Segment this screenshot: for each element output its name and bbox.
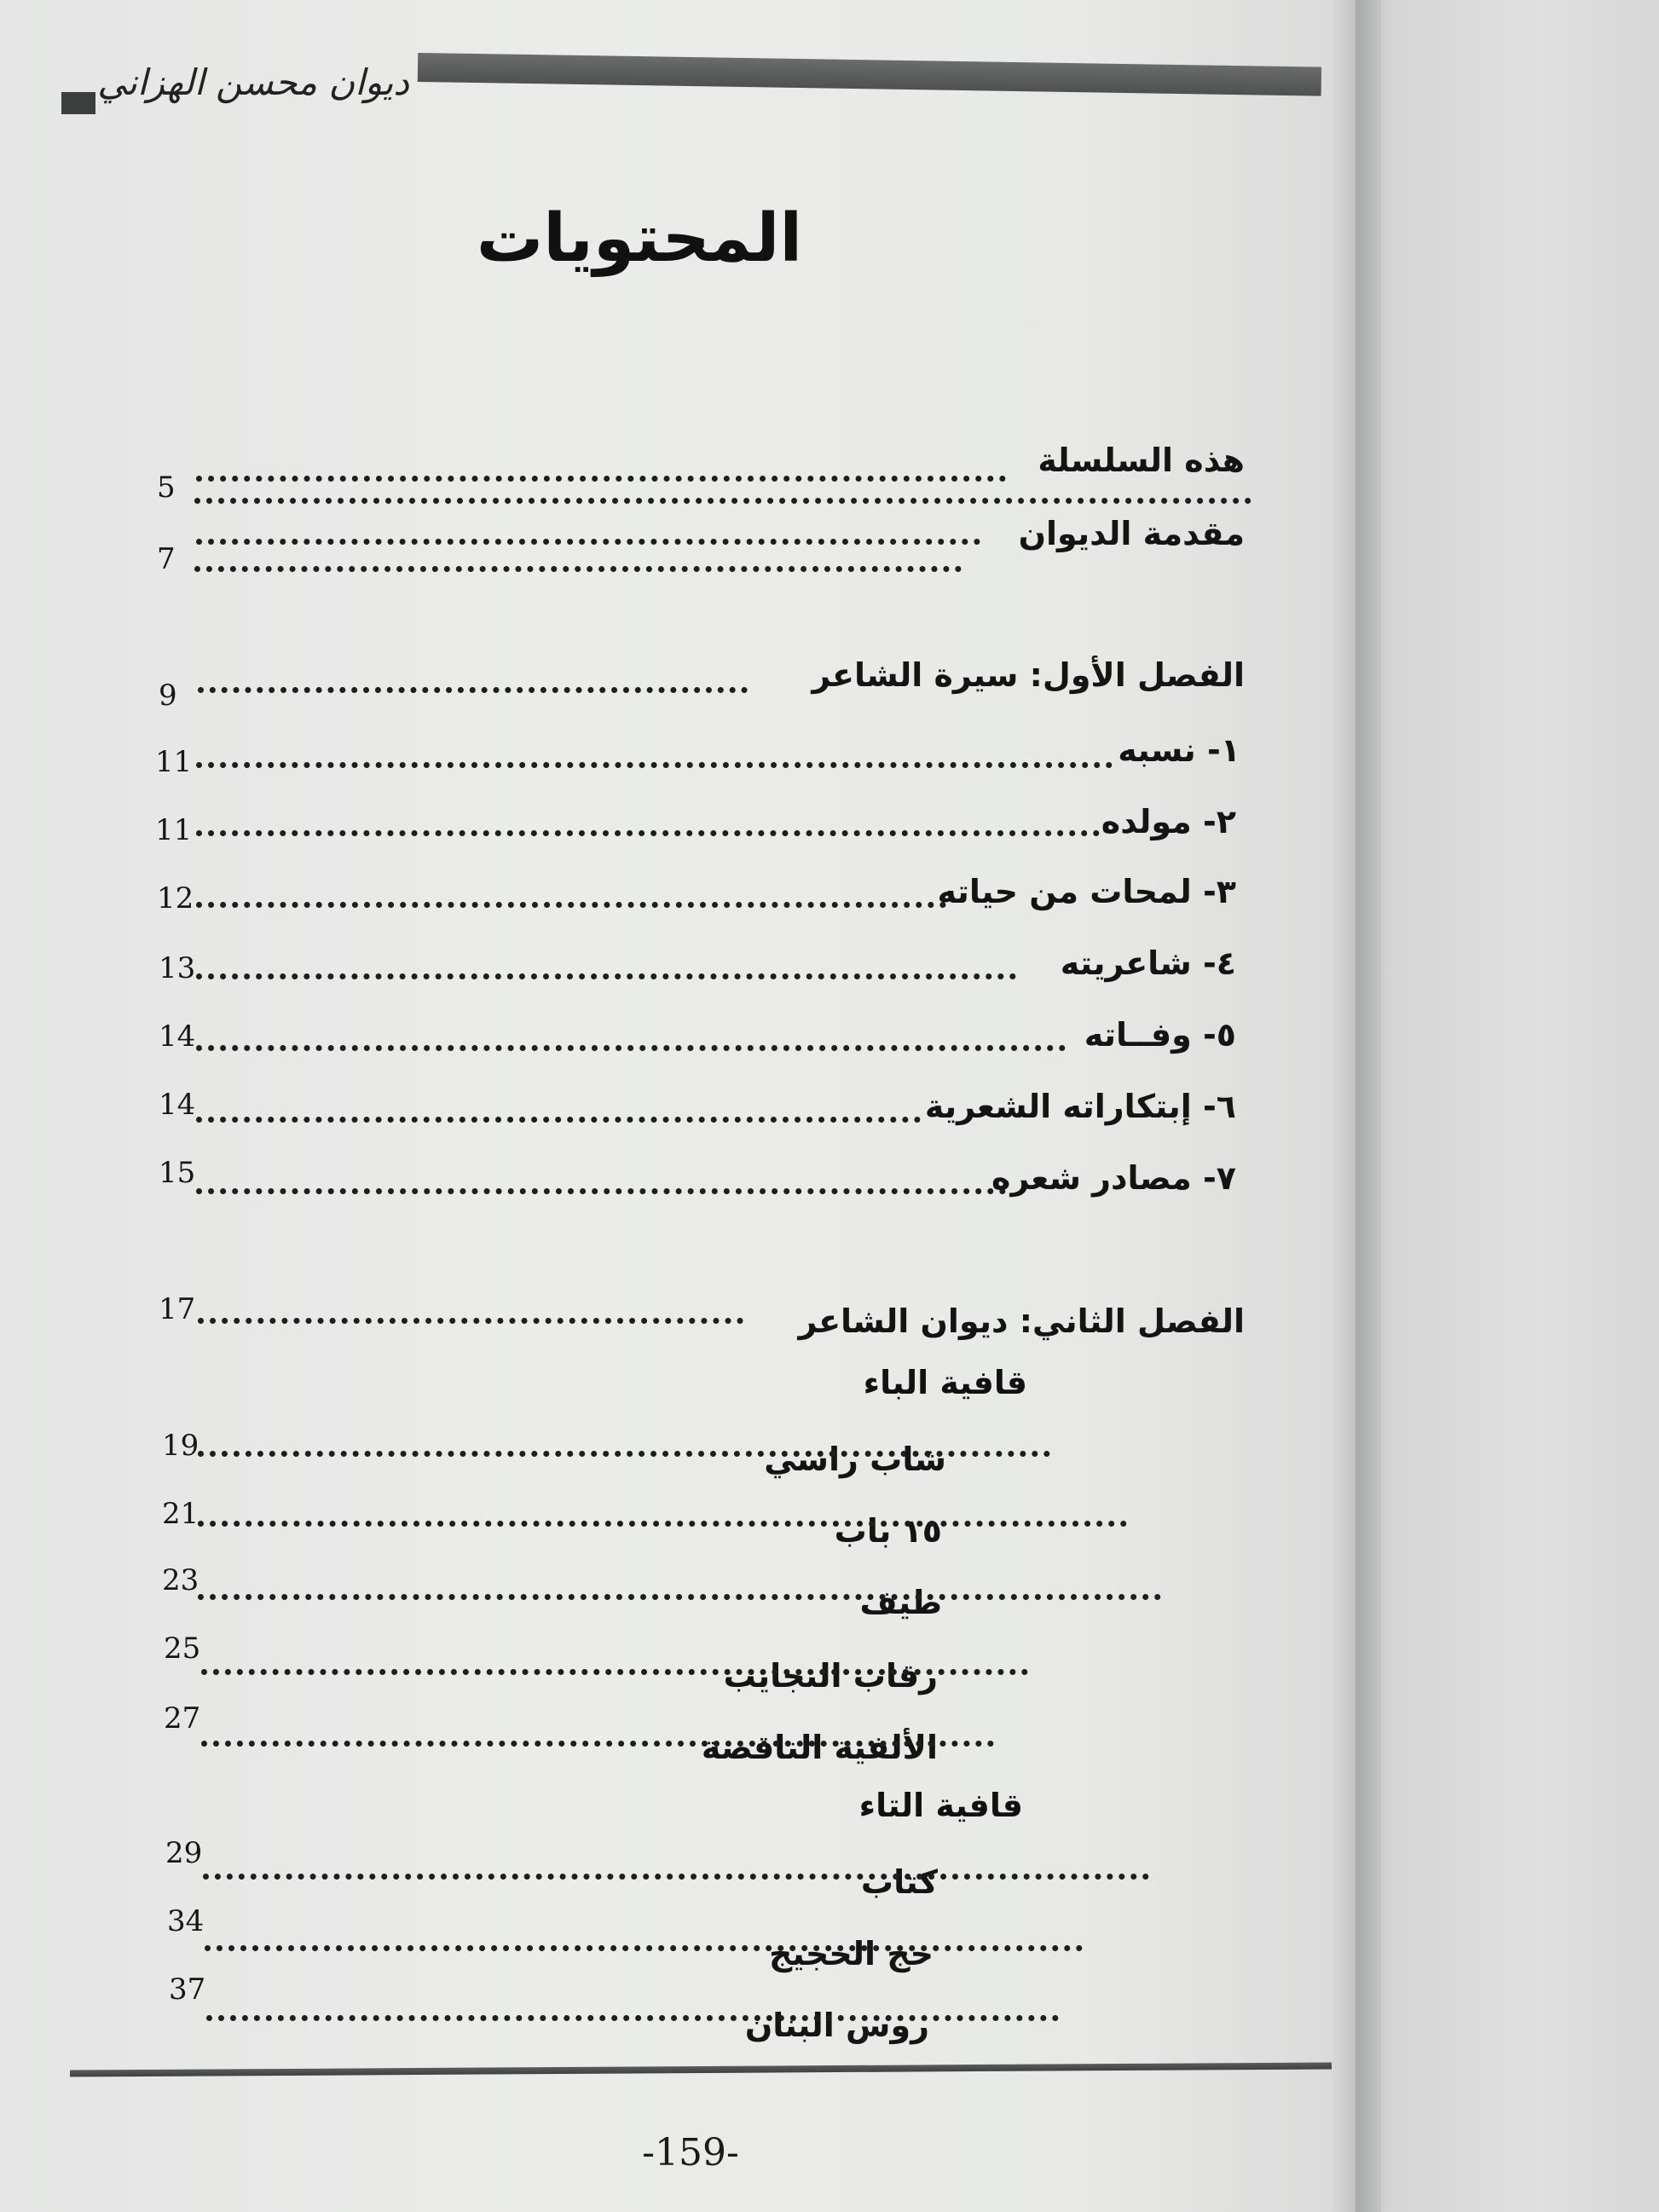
toc-page-number: 12 [157,881,194,915]
toc-entry-label: ٧- مصادر شعره [991,1159,1236,1197]
toc-leader-dots [198,1318,743,1324]
toc-page-number: 9 [159,679,177,713]
toc-page-number: 11 [155,813,193,847]
toc-page-number: 14 [159,1019,196,1054]
toc-page-number: 21 [162,1497,199,1531]
toc-page-number: 7 [157,542,176,576]
toc-entry-label: شاب راسي [764,1441,946,1478]
toc-entry-label: ٥- وفــاته [1084,1016,1236,1054]
toc-entry-label: ٤- شاعريته [1060,944,1236,982]
toc-page-number: 19 [162,1429,199,1463]
toc-leader-dots [196,539,980,545]
toc-entry-label: هذه السلسلة [1038,442,1245,479]
toc-entry-label: ٣- لمحات من حياته [937,873,1236,910]
contents-heading: المحتويات [476,200,803,277]
toc-entry-label: الألفية الناقصة [701,1729,938,1766]
toc-page-number: 14 [159,1088,196,1122]
rhyme-section-heading: قافية التاء [858,1787,1023,1824]
toc-entry-label: ١٥ باب [834,1512,942,1550]
toc-entry-label: كتاب [860,1863,938,1901]
toc-page-number: 23 [162,1563,199,1597]
toc-entry-label: مقدمة الديوان [1018,515,1245,552]
toc-leader-dots [196,762,1113,768]
toc-page-number: 37 [169,1972,206,2007]
toc-entry-label: رقاب النجايب [723,1657,938,1695]
toc-leader-dots [196,1045,1066,1051]
toc-page-number: 17 [159,1292,196,1326]
toc-page-number: 34 [167,1904,205,1938]
page-number: -159- [642,2131,739,2174]
toc-page-number: 27 [164,1701,201,1736]
rhyme-section-heading: قافية الباء [863,1364,1027,1401]
toc-leader-dots [194,566,962,572]
toc-leader-dots [201,1669,1028,1675]
toc-leader-dots [196,902,946,908]
toc-page-number: 13 [159,951,196,985]
toc-entry-label: طيف [859,1584,942,1621]
facing-page [1356,0,1659,2212]
toc-page-number: 15 [159,1156,196,1190]
toc-page-number: 11 [155,745,193,779]
toc-leader-dots [196,1188,1006,1194]
toc-leader-dots [196,973,1016,979]
toc-entry-label: الفصل الثاني: ديوان الشاعر [798,1302,1245,1340]
toc-entry-label: ١- نسبه [1118,731,1240,769]
toc-page-number: 25 [164,1632,201,1666]
toc-leader-dots [196,476,1006,482]
toc-leader-dots [198,1451,1050,1457]
toc-entry-label: ٦- إبتكاراته الشعرية [924,1088,1236,1125]
toc-page-number: 5 [157,471,176,505]
toc-entry-label: حج الحجيج [769,1935,934,1972]
toc-leader-dots [205,1945,1083,1951]
toc-leader-dots [196,830,1100,836]
toc-leader-dots [206,2015,1059,2021]
toc-entry-label: الفصل الأول: سيرة الشاعر [812,656,1245,694]
toc-leader-dots [196,1117,921,1123]
toc-leader-dots [194,498,1251,504]
toc-leader-dots [203,1874,1149,1880]
toc-leader-dots [198,1594,1161,1600]
toc-entry-label: روس البنان [744,2007,929,2044]
running-header-title: ديوان محسن الهزاني [97,61,409,103]
toc-leader-dots [201,1741,994,1747]
toc-leader-dots [198,687,748,693]
toc-entry-label: ٢- مولده [1101,803,1236,840]
toc-leader-dots [198,1521,1127,1527]
toc-page-number: 29 [165,1836,203,1870]
